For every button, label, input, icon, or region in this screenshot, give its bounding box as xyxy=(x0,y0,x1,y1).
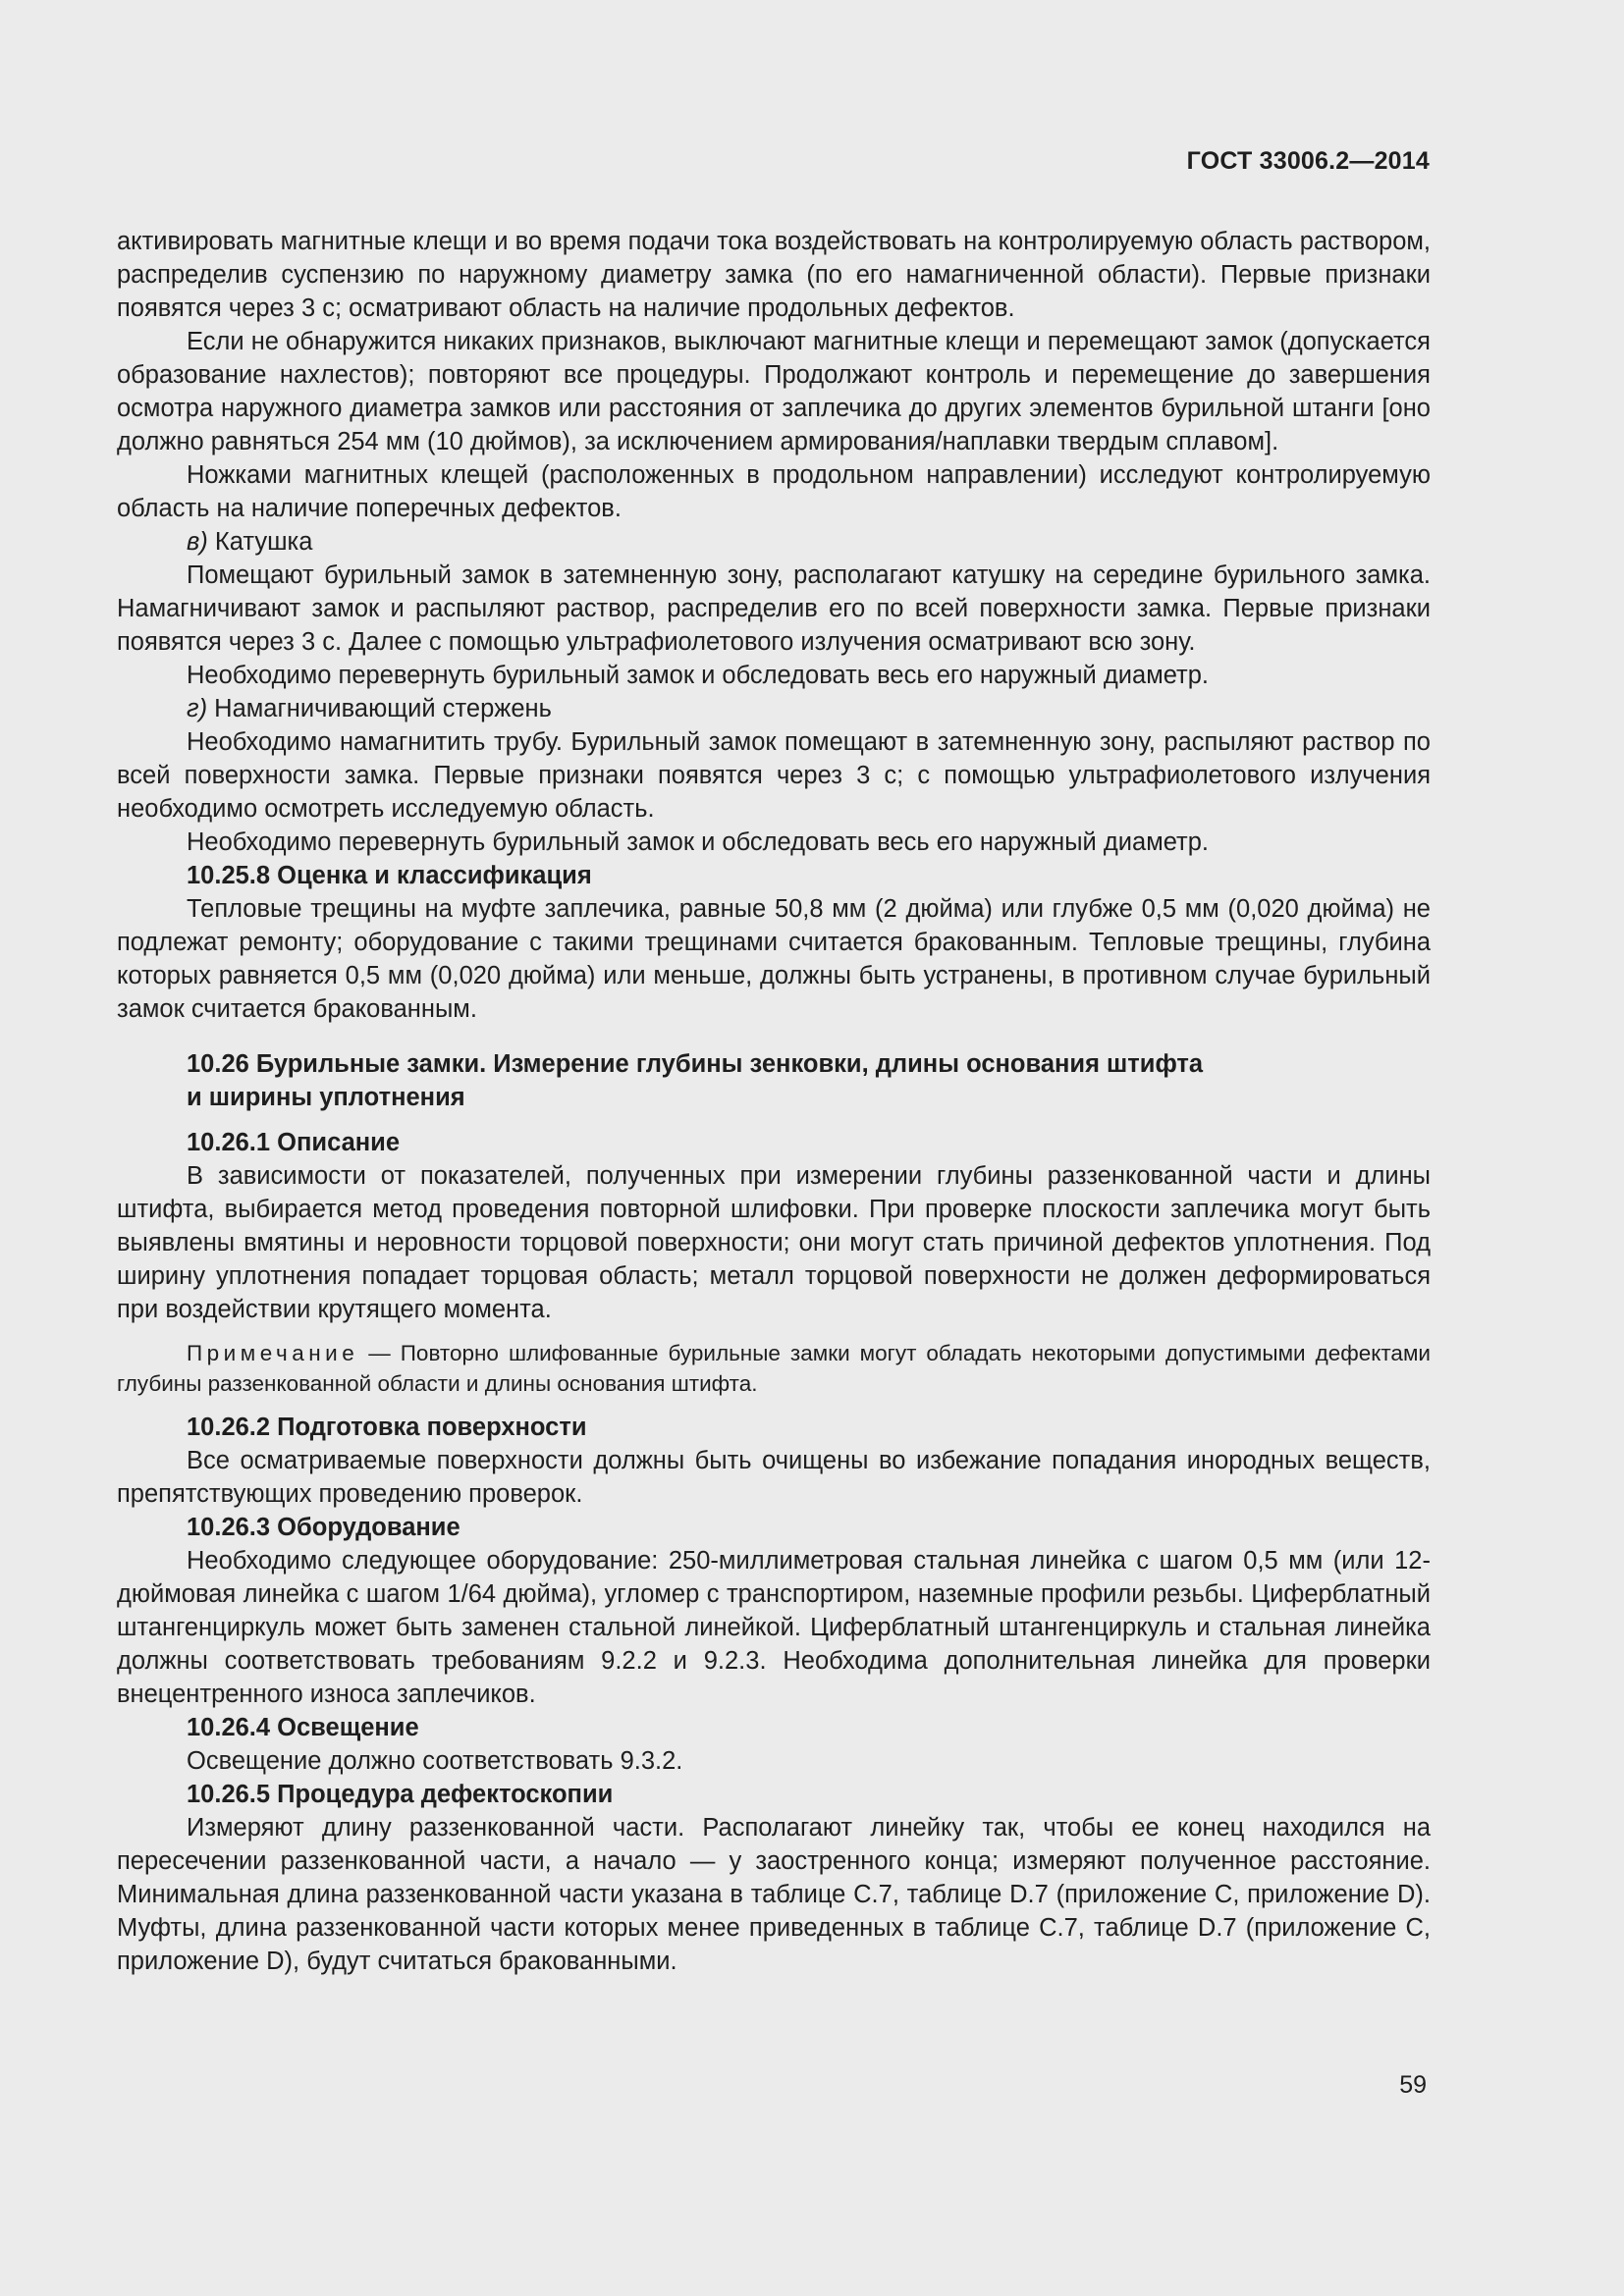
note xyxy=(117,1338,1431,1399)
section-heading-line: 10.26 Бурильные замки. Измерение глубины зенковки, длины основания штифта xyxy=(187,1050,1204,1078)
section-heading-10-26-1: 10.26.1 Описание xyxy=(187,1129,401,1156)
list-item-magnetizing-rod xyxy=(117,692,1431,725)
section-heading-10-26-2: 10.26.2 Подготовка поверхности xyxy=(187,1414,587,1441)
paragraph: Необходимо перевернуть бурильный замок и обследовать весь его наружный диаметр. xyxy=(187,828,1210,856)
paragraph: Все осматриваемые поверхности должны быть очищены во избежание попадания инородных веществ, препятствующих проведению проверок. xyxy=(117,1447,1431,1508)
list-item-title: Намагничивающий стержень xyxy=(214,695,552,722)
paragraph: Помещают бурильный замок в затемненную зону, располагают катушку на середине бурильного замка. Намагничивают замок и распыляют раствор, распределив его по всей поверхности замка. Первые признаки появятся через 3 с. Далее с помощью ультрафиолетового излучения осматривают всю зону. xyxy=(117,561,1431,656)
paragraph: В зависимости от показателей, полученных при измерении глубины раззенкованной части и длины штифта, выбирается метод проведения повторной шлифовки. При проверке плоскости заплечика могут быть выявлены вмятины и неровности торцовой поверхности; они могут стать причиной дефектов уплотнения. Под ширину уплотнения попадает торцовая область; металл торцовой поверхности не должен деформироваться при воздействии крутящего момента. xyxy=(117,1162,1431,1323)
note-label: Примечание xyxy=(187,1341,359,1365)
note-text: — Повторно шлифованные бурильные замки могут обладать некоторыми допустимыми дефектами глубины раззенкованной области и длины основания штифта. xyxy=(117,1341,1431,1396)
page-number: 59 xyxy=(1399,2071,1427,2099)
paragraph: Если не обнаружится никаких признаков, выключают магнитные клещи и перемещают замок (допускается образование нахлестов); повторяют все процедуры. Продолжают контроль и перемещение до завершения осмотра наружного диаметра замков или расстояния от заплечика до других элементов бурильной штанги [оно должно равняться 254 мм (10 дюймов), за исключением армирования/наплавки твердым сплавом]. xyxy=(117,328,1431,455)
page-body xyxy=(117,225,1431,1978)
list-item-coil xyxy=(117,525,1431,559)
list-item-letter: в) xyxy=(187,528,208,556)
section-heading-line: и ширины уплотнения xyxy=(187,1084,465,1111)
paragraph-continuation: активировать магнитные клещи и во время подачи тока воздействовать на контролируемую область раствором, распределив суспензию по наружному диаметру замка (по его намагниченной области). Первые признаки появятся через 3 с; осматривают область на наличие продольных дефектов. xyxy=(117,228,1431,322)
document-header: ГОСТ 33006.2—2014 xyxy=(1186,147,1430,175)
paragraph: Измеряют длину раззенкованной части. Располагают линейку так, чтобы ее конец находился на пересечении раззенкованной части, а начало — у заостренного конца; измеряют полученное расстояние. Минимальная длина раззенкованной части указана в таблице С.7, таблице D.7 (приложение С, приложение D). Муфты, длина раззенкованной части которых менее приведенных в таблице С.7, таблице D.7 (приложение С, приложение D), будут считаться бракованными. xyxy=(117,1814,1431,1975)
paragraph: Ножками магнитных клещей (расположенных в продольном направлении) исследуют контролируемую область на наличие поперечных дефектов. xyxy=(117,461,1431,522)
paragraph: Необходимо намагнитить трубу. Бурильный замок помещают в затемненную зону, распыляют раствор по всей поверхности замка. Первые признаки появятся через 3 с; с помощью ультрафиолетового излучения необходимо осмотреть исследуемую область. xyxy=(117,728,1431,823)
section-heading-10-25-8: 10.25.8 Оценка и классификация xyxy=(187,862,592,889)
section-heading-10-26-3: 10.26.3 Оборудование xyxy=(187,1514,460,1541)
paragraph: Необходимо следующее оборудование: 250-миллиметровая стальная линейка с шагом 0,5 мм (или 12-дюймовая линейка с шагом 1/64 дюйма), угломер с транспортиром, наземные профили резьбы. Циферблатный штангенциркуль может быть заменен стальной линейкой. Циферблатный штангенциркуль и стальная линейка должны соответствовать требованиям 9.2.2 и 9.2.3. Необходима дополнительная линейка для проверки внецентренного износа заплечиков. xyxy=(117,1547,1431,1708)
paragraph: Освещение должно соответствовать 9.3.2. xyxy=(187,1747,683,1775)
section-heading-10-26-5: 10.26.5 Процедура дефектоскопии xyxy=(187,1781,614,1808)
paragraph: Необходимо перевернуть бурильный замок и обследовать весь его наружный диаметр. xyxy=(187,662,1210,689)
section-heading-10-26-4: 10.26.4 Освещение xyxy=(187,1714,419,1741)
list-item-letter: г) xyxy=(187,695,208,722)
list-item-title: Катушка xyxy=(214,528,313,556)
section-heading-10-26 xyxy=(117,1047,1431,1114)
paragraph: Тепловые трещины на муфте заплечика, равные 50,8 мм (2 дюйма) или глубже 0,5 мм (0,020 дюйма) не подлежат ремонту; оборудование с такими трещинами считается бракованным. Тепловые трещины, глубина которых равняется 0,5 мм (0,020 дюйма) или меньше, должны быть устранены, в противном случае бурильный замок считается бракованным. xyxy=(117,895,1431,1023)
